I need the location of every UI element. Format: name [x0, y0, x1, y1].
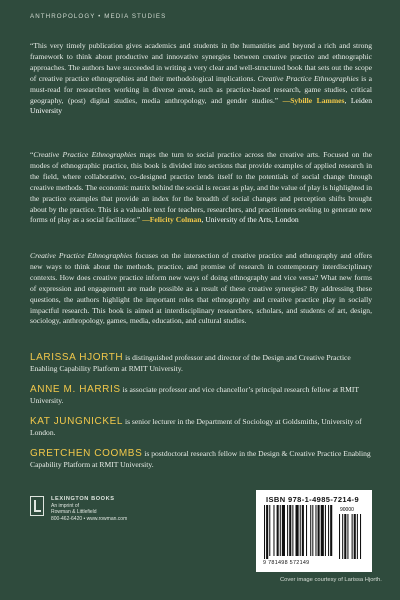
subject-category: ANTHROPOLOGY • MEDIA STUDIES	[30, 13, 167, 20]
author-name: GRETCHEN COOMBS	[30, 448, 143, 459]
barcode-digits: 9 781498 572149	[263, 560, 310, 566]
author-bio	[30, 353, 372, 375]
book-description	[30, 251, 372, 327]
reviewer-name: —Sybille Lammes	[282, 95, 345, 105]
publisher-logo-icon	[30, 496, 44, 516]
author-bio-text: is postdoctoral research fellow in the Design & Creative Practice Enabling Capability Platform at RMIT University.	[30, 449, 371, 469]
author-bio-text: is associate professor and vice chancellor’s principal research fellow at RMIT University.	[30, 385, 359, 405]
publisher-imprint-line: An imprint of	[51, 502, 80, 509]
publisher-info	[51, 496, 127, 522]
reviewer-name: —Felicity Colman	[142, 215, 202, 225]
publisher-contact: 800-462-6420 • www.rowman.com	[51, 515, 128, 522]
reviewer-affiliation: , Leiden University	[30, 95, 372, 116]
book-title-italic: Creative Practice Ethnographies	[257, 73, 359, 83]
cover-image-credit: Cover image courtesy of Larissa Hjorth.	[280, 577, 382, 583]
reviewer-affiliation: , University of the Arts, London	[201, 215, 299, 225]
quote-text: is a must-read for researchers working in diverse areas, such as practice-based research, game studies, critical geography, (post) digital studies, media anthropology, and gender studies.”	[30, 73, 372, 105]
publisher-name: LEXINGTON BOOKS	[51, 496, 115, 502]
publisher-block	[30, 496, 127, 522]
book-title-italic: Creative Practice Ethnographies	[33, 150, 137, 159]
svg-text:90000: 90000	[340, 507, 354, 513]
description-text: focuses on the intersection of creative practice and ethnography and offers new ways to think about the methods, practice, and promise of research in contemporary interdisciplinary contexts. How does creative practice inform new ways of doing ethnography and vice versa? What new forms of expression and engagement are made possible as a result of these creative synergies? By addressing these questions, the authors highlight the important roles that ethnography and creative practice play in socially impactful research. This book is aimed at interdisciplinary researchers, scholars, and students of art, design, sociology, anthropology, games, media, education, and cultural studies.	[30, 251, 372, 326]
review-quote-colman: “Creative Practice Ethnographies maps the turn to social practice across the creative arts. Focused on the modes of ethnographic practice, this book is divided into sections that provide examples of applied research in the field, where collaborative, co-designed practice lends itself to the potentials of social change through creative methods. The economic matrix behind the social is recast as play, and the value of play is highlighted in the practice examples that provide an index for the breadth of social changes and perception shifts brought about by the practice. This is a valuable text for teachers, researchers, and practitioners seeking to generate new forms of play as a social facilitator.” —Felicity Colman, University of the Arts, London	[30, 150, 372, 225]
author-bio	[30, 417, 372, 439]
author-bio	[30, 449, 372, 471]
author-name: KAT JUNGNICKEL	[30, 416, 124, 427]
isbn-label: ISBN 978-1-4985-7214-9	[266, 495, 360, 504]
publisher-parent: Rowman & Littlefield	[51, 509, 97, 516]
author-name: LARISSA HJORTH	[30, 352, 124, 363]
isbn-barcode	[256, 490, 372, 572]
quote-text: maps the turn to social practice across the creative arts. Focused on the modes of ethnographic practice, this book is divided into sections that provide examples of applied research in the field, where collaborative, co-designed practice lends itself to the potentials of social change through creative methods. The economic matrix behind the social is recast as play, and the value of play is highlighted in the practice examples that provide an index for the breadth of social changes and perception shifts brought about by the practice. This is a valuable text for teachers, researchers, and practitioners seeking to generate new forms of play as a social facilitator.”	[30, 150, 372, 225]
quote-text: “This very timely publication gives academics and students in the humanities and beyond a rich and strong framework to think about productive and innovative synergies between creative practice and ethnographic approaches. The authors have succeeded in writing a very clear and well-structured book that sets out the scope of creative practice ethnographies and their methodological implications.	[30, 41, 372, 83]
author-bio-text: is senior lecturer in the Department of Sociology at Goldsmiths, University of London.	[30, 417, 362, 437]
review-quote-lammes	[30, 41, 372, 117]
author-bio-text: is distinguished professor and director of the Design and Creative Practice Enabling Capability Platform at RMIT University.	[30, 353, 351, 373]
author-bio	[30, 385, 372, 407]
author-name: ANNE M. HARRIS	[30, 384, 121, 395]
book-title-italic: Creative Practice Ethnographies	[30, 251, 133, 260]
barcode-bars-icon	[262, 505, 366, 559]
quote-attribution	[142, 215, 299, 224]
